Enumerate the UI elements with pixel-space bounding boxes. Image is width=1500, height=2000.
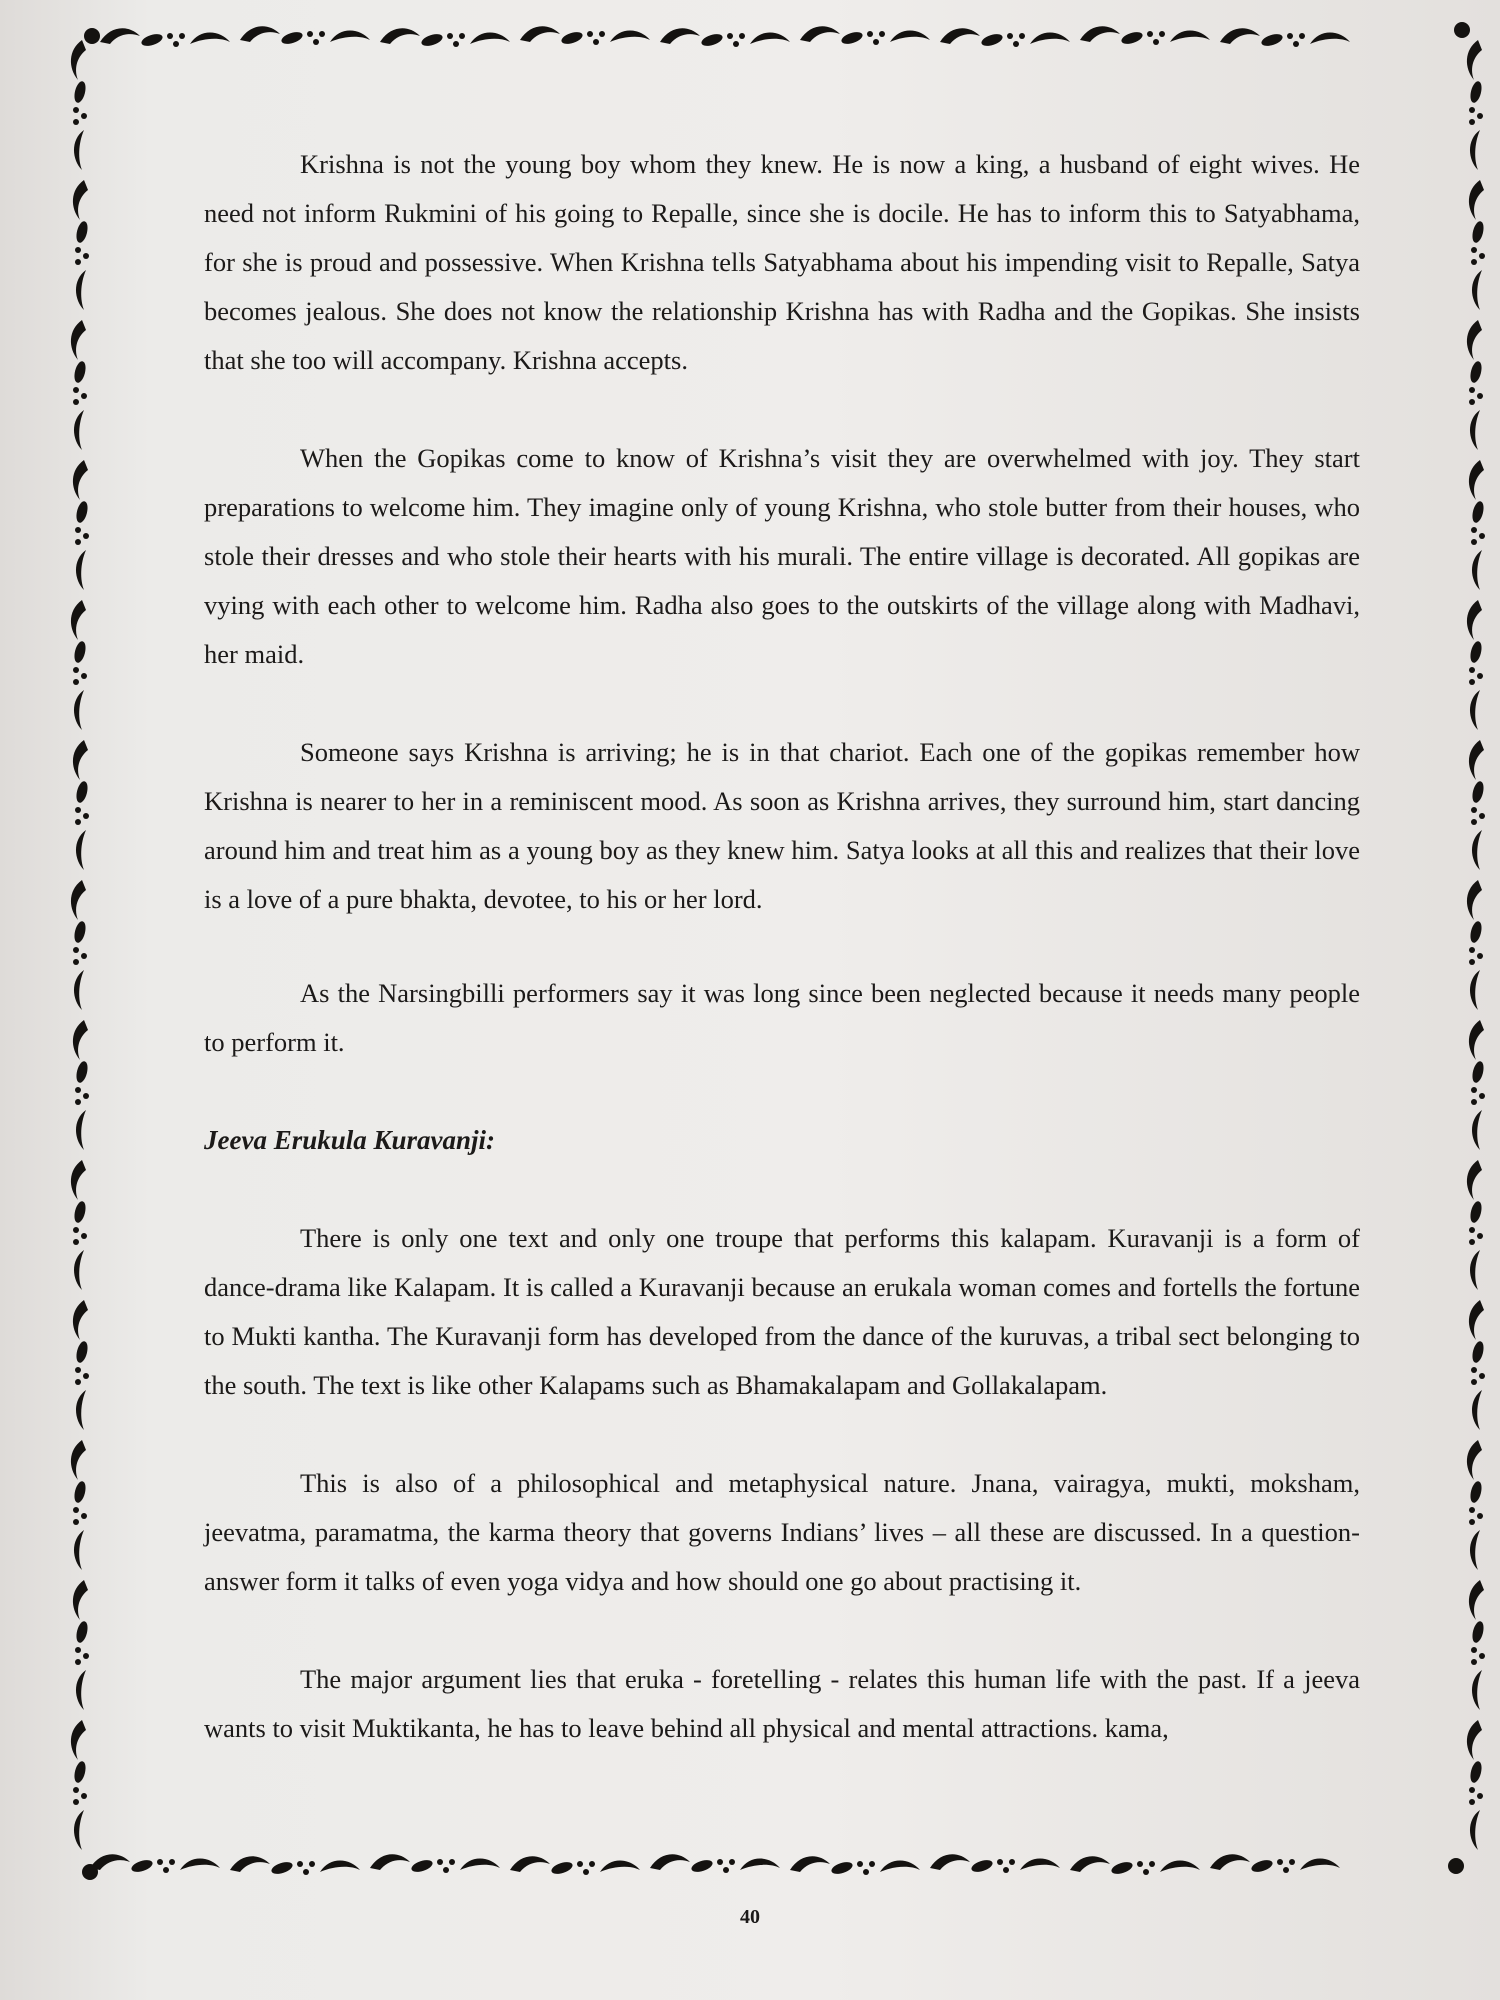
page-number: 40 <box>740 1906 760 1928</box>
paragraph: As the Narsingbilli performers say it was long since been neglected because it needs many people to perform it. <box>204 978 1360 1057</box>
paragraph: This is also of a philosophical and metaphysical nature. Jnana, vairagya, mukti, moksham, jeevatma, paramatma, the karma theory that governs Indians’ lives – all these are discussed. In a question-answer form it talks of even yoga vidya and how should one go about practising it. <box>204 1468 1360 1596</box>
paragraph: Krishna is not the young boy whom they knew. He is now a king, a husband of eight wives. He need not inform Rukmini of his going to Repalle, since she is docile. He has to inform this to Satyabhama, for she is proud and possessive. When Krishna tells Satyabhama about his impending visit to Repalle, Satya becomes jealous. She does not know the relationship Krishna has with Radha and the Gopikas. She insists that she too will accompany. Krishna accepts. <box>204 149 1360 375</box>
paragraph: The major argument lies that eruka - foretelling - relates this human life with the past. If a jeeva wants to visit Muktikanta, he has to leave behind all physical and mental attractions. kama, <box>204 1664 1360 1743</box>
paragraph: Someone says Krishna is arriving; he is in that chariot. Each one of the gopikas remember how Krishna is nearer to her in a reminiscent mood. As soon as Krishna arrives, they surround him, start dancing around him and treat him as a young boy as they knew him. Satya looks at all this and realizes that their love is a love of a pure bhakta, devotee, to his or her lord. <box>204 737 1360 914</box>
section-heading: Jeeva Erukula Kuravanji: <box>204 1125 496 1155</box>
paragraph: When the Gopikas come to know of Krishna’s visit they are overwhelmed with joy. They start preparations to welcome him. They imagine only of young Krishna, who stole butter from their houses, who stole their dresses and who stole their hearts with his murali. The entire village is decorated. All gopikas are vying with each other to welcome him. Radha also goes to the outskirts of the village along with Madhavi, her maid. <box>204 443 1360 669</box>
body-text <box>204 140 1360 1802</box>
paragraph: There is only one text and only one troupe that performs this kalapam. Kuravanji is a form of dance-drama like Kalapam. It is called a Kuravanji because an erukala woman comes and fortells the fortune to Mukti kantha. The Kuravanji form has developed from the dance of the kuruvas, a tribal sect belonging to the south. The text is like other Kalapams such as Bhamakalapam and Gollakalapam. <box>204 1223 1360 1400</box>
